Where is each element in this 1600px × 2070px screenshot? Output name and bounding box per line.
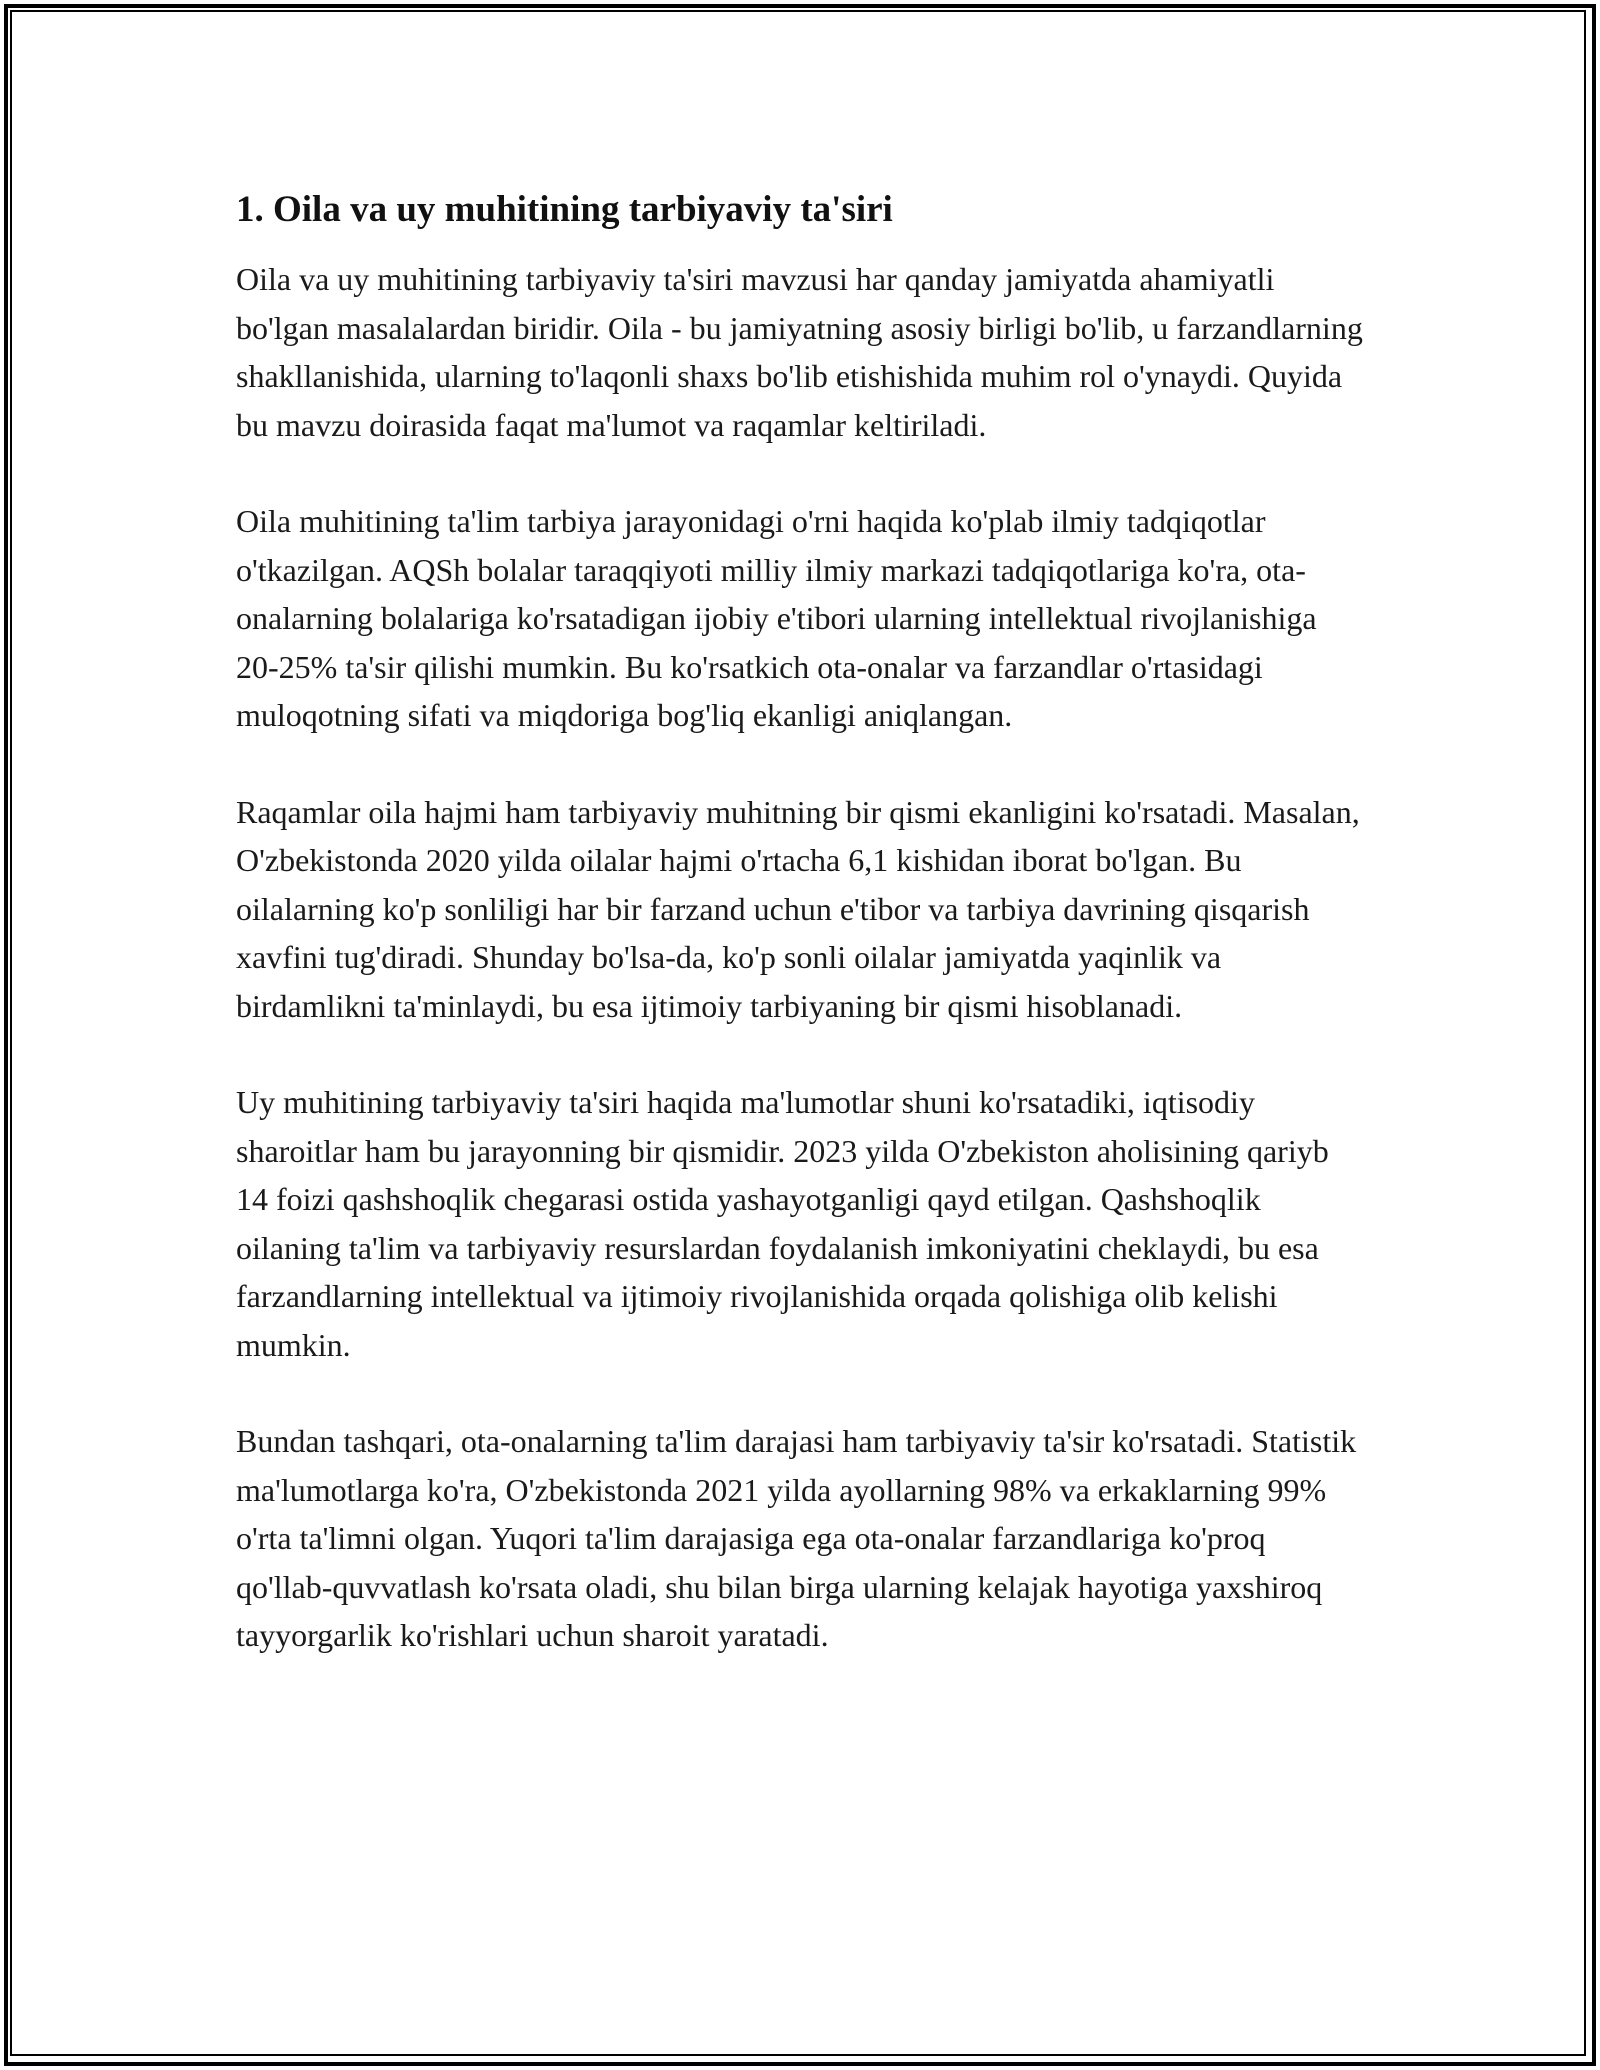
paragraph-family-size: Raqamlar oila hajmi ham tarbiyaviy muhitning bir qismi ekanligini ko'rsatadi. Masalan, O'zbekistonda 2020 yilda oilalar hajmi o'rtacha 6,1 kishidan iborat bo'lgan. Bu oilalarning ko'p sonliligi har bir farzand uchun e'tibor va tarbiya davrining qisqarish xavfini tug'diradi. Shunday bo'lsa-da, ko'p sonli oilalar jamiyatda yaqinlik va birdamlikni ta'minlaydi, bu esa ijtimoiy tarbiyaning bir qismi hisoblanadi. <box>236 793 1360 1024</box>
document-body <box>236 186 1366 1708</box>
section-heading: 1. Oila va uy muhitining tarbiyaviy ta'siri <box>236 189 893 230</box>
paragraph-intro: Oila va uy muhitining tarbiyaviy ta'siri mavzusi har qanday jamiyatda ahamiyatli bo'lgan masalalardan biridir. Oila - bu jamiyatning asosiy birligi bo'lib, u farzandlarning shakllanishida, ularning to'laqonli shaxs bo'lib etishishida muhim rol o'ynaydi. Quyida bu mavzu doirasida faqat ma'lumot va raqamlar keltiriladi. <box>236 261 1363 443</box>
paragraph-economic: Uy muhitining tarbiyaviy ta'siri haqida ma'lumotlar shuni ko'rsatadiki, iqtisodiy sharoitlar ham bu jarayonning bir qismidir. 2023 yilda O'zbekiston aholisining qariyb 14 foizi qashshoqlik chegarasi ostida yashayotganligi qayd etilgan. Qashshoqlik oilaning ta'lim va tarbiyaviy resurslardan foydalanish imkoniyatini cheklaydi, bu esa farzandlarning intellektual va ijtimoiy rivojlanishida orqada qolishiga olib kelishi mumkin. <box>236 1084 1329 1363</box>
paragraph-education: Bundan tashqari, ota-onalarning ta'lim darajasi ham tarbiyaviy ta'sir ko'rsatadi. Statistik ma'lumotlarga ko'ra, O'zbekistonda 2021 yilda ayollarning 98% va erkaklarning 99% o'rta ta'limni olgan. Yuqori ta'lim darajasiga ega ota-onalar farzandlariga ko'proq qo'llab-quvvatlash ko'rsata oladi, shu bilan birga ularning kelajak hayotiga yaxshiroq tayyorgarlik ko'rishlari uchun sharoit yaratadi. <box>236 1423 1357 1653</box>
paragraph-research: Oila muhitining ta'lim tarbiya jarayonidagi o'rni haqida ko'plab ilmiy tadqiqotlar o'tkazilgan. AQSh bolalar taraqqiyoti milliy ilmiy markazi tadqiqotlariga ko'ra, ota-onalarning bolalariga ko'rsatadigan ijobiy e'tibori ularning intellektual rivojlanishiga 20-25% ta'sir qilishi mumkin. Bu ko'rsatkich ota-onalar va farzandlar o'rtasidagi muloqotning sifati va miqdoriga bog'liq ekanligi aniqlangan. <box>236 503 1317 733</box>
